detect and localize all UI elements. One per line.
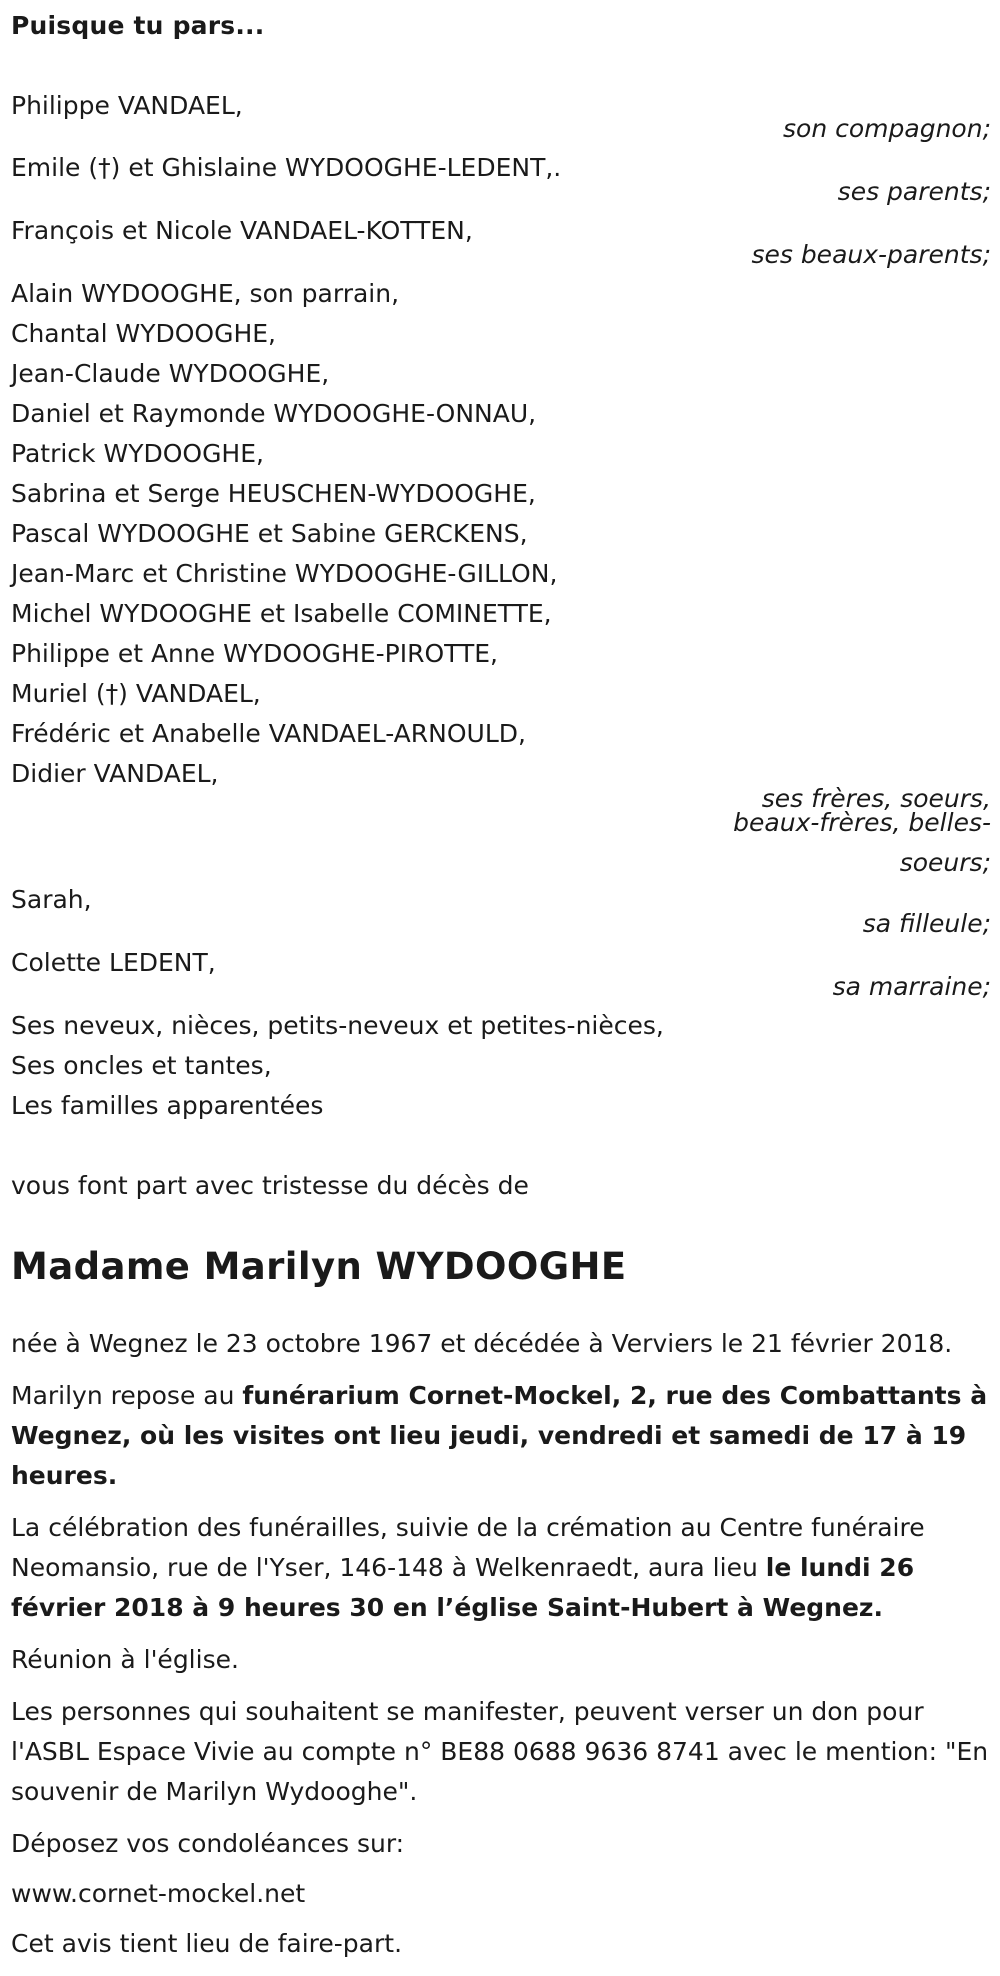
role-goddaughter: sa filleule; xyxy=(862,909,991,938)
notice-heading: Puisque tu pars... xyxy=(11,11,265,40)
condolences-line: Déposez vos condoléances sur: xyxy=(11,1829,405,1858)
goddaughter-name: Sarah, xyxy=(11,885,92,914)
families-line: Les familles apparentées xyxy=(11,1091,324,1120)
donation-paragraph: Les personnes qui souhaitent se manifester, peuvent verser un don pour l'ASBL Espace Vivie au compte n° BE88 0688 9636 8741 avec le mention: "En souvenir de Marilyn Wydooghe". xyxy=(11,1697,989,1806)
uncles-line: Ses oncles et tantes, xyxy=(11,1051,272,1080)
announcement-line: vous font part avec tristesse du décès de xyxy=(11,1171,529,1200)
repose-details: funérarium Cornet-Mockel, 2, rue des Combattants à Wegnez, où les visites ont lieu jeudi, vendredi et samedi de 17 à 19 heures. xyxy=(11,1381,988,1490)
role-companion: son compagnon; xyxy=(783,114,991,143)
celebration-prefix: La célébration des funérailles, suivie de la crémation au Centre funéraire Neomansio, rue de l'Yser, 146-148 à Welkenraedt, aura lieu xyxy=(11,1513,925,1582)
sibling-line: Didier VANDAEL, xyxy=(11,759,219,788)
role-parents: ses parents; xyxy=(837,177,991,206)
deceased-name: Madame Marilyn WYDOOGHE xyxy=(11,1245,627,1288)
birth-death-line: née à Wegnez le 23 octobre 1967 et décédée à Verviers le 21 février 2018. xyxy=(11,1329,953,1358)
sibling-line: Muriel (†) VANDAEL, xyxy=(11,679,261,708)
role-siblings-line3: soeurs; xyxy=(899,848,991,877)
celebration-paragraph xyxy=(11,1508,996,1628)
reunion-line: Réunion à l'église. xyxy=(11,1645,239,1674)
sibling-line: Frédéric et Anabelle VANDAEL-ARNOULD, xyxy=(11,719,526,748)
repose-paragraph xyxy=(11,1376,996,1496)
in-laws-name: François et Nicole VANDAEL-KOTTEN, xyxy=(11,216,473,245)
sibling-line: Chantal WYDOOGHE, xyxy=(11,319,276,348)
repose-prefix: Marilyn repose au xyxy=(11,1381,243,1410)
sibling-line: Alain WYDOOGHE, son parrain, xyxy=(11,279,400,308)
faire-part-line: Cet avis tient lieu de faire-part. xyxy=(11,1929,403,1958)
sibling-line: Philippe et Anne WYDOOGHE-PIROTTE, xyxy=(11,639,498,668)
sibling-line: Michel WYDOOGHE et Isabelle COMINETTE, xyxy=(11,599,552,628)
celebration-details: le lundi 26 février 2018 à 9 heures 30 en l’église Saint-Hubert à Wegnez. xyxy=(11,1553,915,1622)
role-siblings-line2: beaux-frères, belles- xyxy=(733,808,991,837)
sibling-line: Jean-Marc et Christine WYDOOGHE-GILLON, xyxy=(11,559,558,588)
role-in-laws: ses beaux-parents; xyxy=(751,240,991,269)
role-siblings-line1: ses frères, soeurs, xyxy=(761,784,991,813)
sibling-line: Patrick WYDOOGHE, xyxy=(11,439,264,468)
website-link[interactable]: www.cornet-mockel.net xyxy=(11,1879,306,1908)
role-godmother: sa marraine; xyxy=(832,972,991,1001)
sibling-line: Pascal WYDOOGHE et Sabine GERCKENS, xyxy=(11,519,528,548)
parents-name: Emile (†) et Ghislaine WYDOOGHE-LEDENT,. xyxy=(11,153,562,182)
nephews-line: Ses neveux, nièces, petits-neveux et petites-nièces, xyxy=(11,1011,664,1040)
sibling-line: Jean-Claude WYDOOGHE, xyxy=(11,359,330,388)
sibling-line: Daniel et Raymonde WYDOOGHE-ONNAU, xyxy=(11,399,537,428)
godmother-name: Colette LEDENT, xyxy=(11,948,216,977)
sibling-line: Sabrina et Serge HEUSCHEN-WYDOOGHE, xyxy=(11,479,536,508)
companion-name: Philippe VANDAEL, xyxy=(11,91,243,120)
